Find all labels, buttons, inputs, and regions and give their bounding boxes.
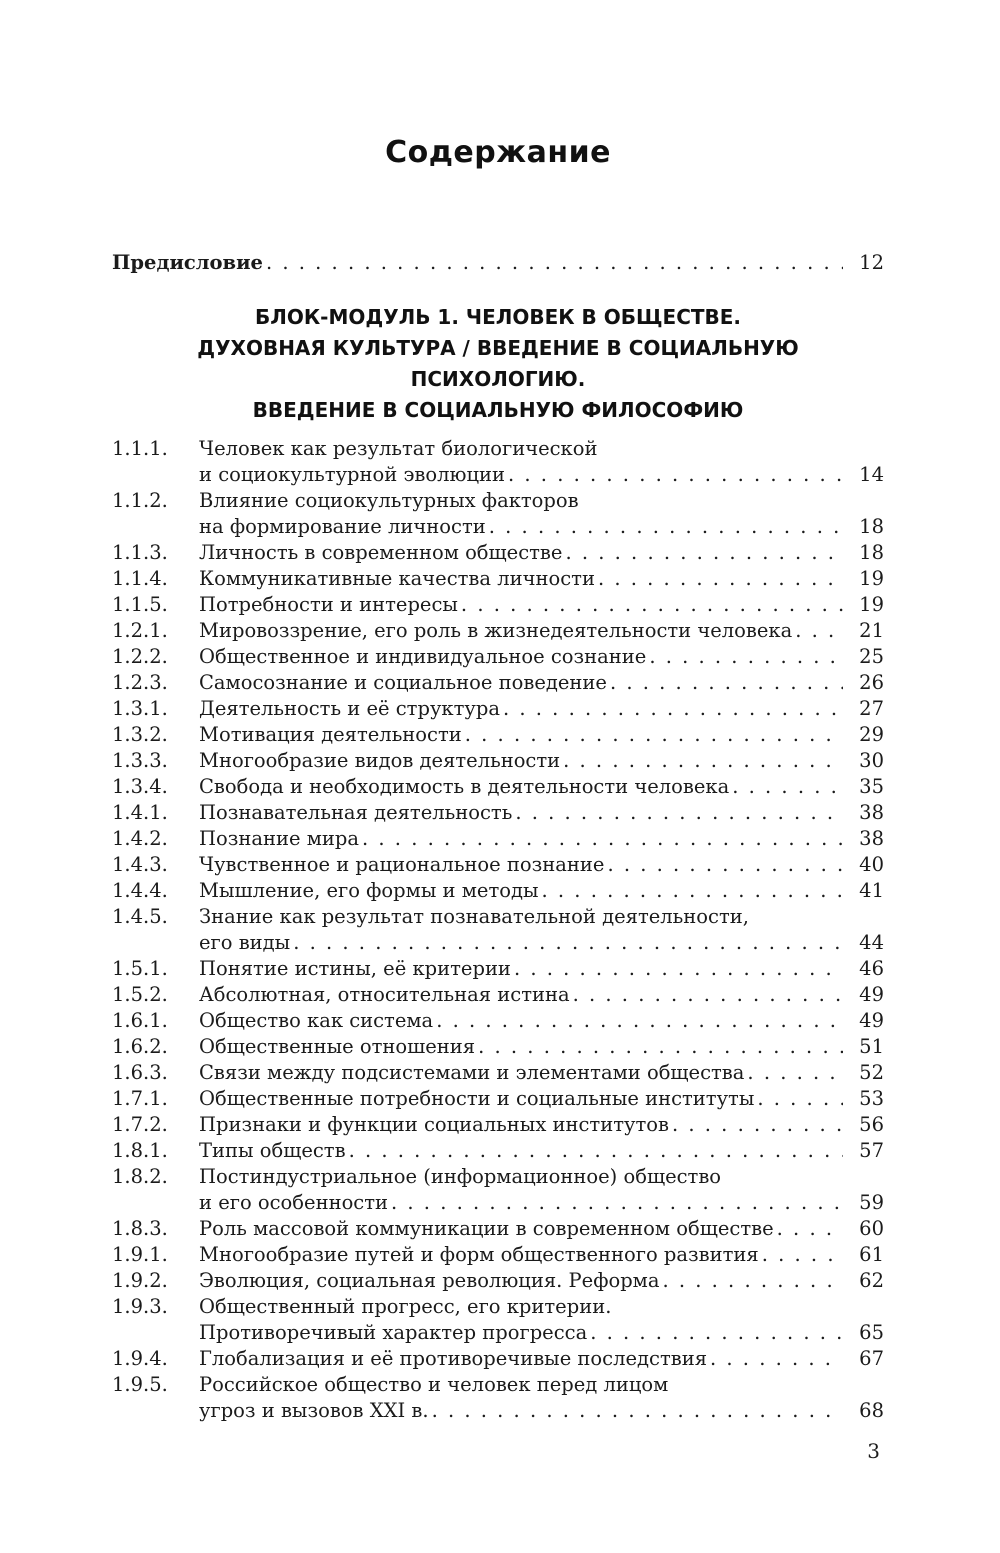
- section-heading-line-1: БЛОК-МОДУЛЬ 1. ЧЕЛОВЕК В ОБЩЕСТВЕ.: [254, 305, 742, 329]
- toc-entry-number: 1.9.4.: [112, 1347, 168, 1370]
- toc-entry-page-number: 68: [859, 1399, 884, 1422]
- toc-entry-number: 1.6.1.: [112, 1009, 168, 1032]
- toc-entry-line: [199, 1112, 884, 1138]
- toc-entry: [112, 644, 884, 670]
- toc-entry: [112, 800, 884, 826]
- toc-entry-page-number: 51: [859, 1035, 884, 1058]
- toc-entry: [112, 1086, 884, 1112]
- toc-entry-page-number: 35: [859, 775, 884, 798]
- toc-entry-line: [199, 1060, 884, 1086]
- toc-entry-page-number: 38: [859, 827, 884, 850]
- toc-entry-title: Многообразие видов деятельности: [199, 749, 561, 772]
- section-heading-line-2: ДУХОВНАЯ КУЛЬТУРА / ВВЕДЕНИЕ В СОЦИАЛЬНУЮ ПСИХОЛОГИЮ.: [197, 336, 799, 391]
- toc-entry-line: [199, 1346, 884, 1372]
- toc-entry-line: [199, 748, 884, 774]
- toc-entry-title: Познавательная деятельность: [199, 801, 513, 824]
- toc-entry-page-number: 62: [859, 1269, 884, 1292]
- dot-leader: [598, 566, 843, 592]
- toc-entry-body: [199, 1346, 884, 1372]
- dot-leader: [266, 250, 843, 276]
- toc-entry-number: 1.1.5.: [112, 593, 168, 616]
- toc-entry-body: [199, 1242, 884, 1268]
- toc-entry-body: [199, 696, 884, 722]
- toc-entry-body: [199, 826, 884, 852]
- toc-entry-body: [199, 1086, 884, 1112]
- dot-leader: [563, 748, 843, 774]
- toc-entry-body: [199, 566, 884, 592]
- toc-entry-line: [199, 1164, 884, 1190]
- toc-entry-number: 1.6.2.: [112, 1035, 168, 1058]
- toc-entry-line: [199, 774, 884, 800]
- toc-entry-title: Связи между подсистемами и элементами общества: [199, 1061, 745, 1084]
- toc-entry-number: 1.9.2.: [112, 1269, 168, 1292]
- toc-entry-title: Общественное и индивидуальное сознание: [199, 645, 647, 668]
- toc-entry-line: [199, 1294, 884, 1320]
- toc-entry-body: [199, 1034, 884, 1060]
- toc-entry-number: 1.3.3.: [112, 749, 168, 772]
- toc-entry-number: 1.1.1.: [112, 437, 168, 460]
- toc-entry: [112, 774, 884, 800]
- toc-entry-title: Понятие истины, её критерии: [199, 957, 511, 980]
- toc-entry-page-number: 46: [859, 957, 884, 980]
- toc-entry: [112, 1060, 884, 1086]
- toc-entry-body: [199, 1138, 884, 1164]
- toc-entry-title: Российское общество и человек перед лицом: [199, 1373, 669, 1396]
- toc-entry: [112, 904, 884, 956]
- toc-entry-title: Признаки и функции социальных институтов: [199, 1113, 669, 1136]
- toc-entry: [112, 852, 884, 878]
- toc-entry-page-number: 18: [859, 515, 884, 538]
- toc-entry-line: [199, 852, 884, 878]
- toc-entry-title: Свобода и необходимость в деятельности человека: [199, 775, 730, 798]
- toc-entry-number: 1.9.5.: [112, 1373, 168, 1396]
- dot-leader: [436, 1008, 843, 1034]
- preface-label: Предисловие: [112, 251, 263, 274]
- toc-entry-page-number: 14: [859, 463, 884, 486]
- toc-entry: [112, 722, 884, 748]
- section-heading-line-3: ВВЕДЕНИЕ В СОЦИАЛЬНУЮ ФИЛОСОФИЮ: [252, 398, 744, 422]
- page-title: Содержание: [385, 135, 611, 170]
- toc-entry-title: Типы обществ: [199, 1139, 346, 1162]
- toc-entry-body: [199, 904, 884, 956]
- toc-entry-body: [199, 1112, 884, 1138]
- toc-entry-line: [199, 904, 884, 930]
- toc-entry-line: [199, 722, 884, 748]
- toc-entry-title: Знание как результат познавательной деятельности,: [199, 905, 749, 928]
- toc-entry-body: [199, 878, 884, 904]
- dot-leader: [432, 1398, 843, 1424]
- toc-entry-page-number: 19: [859, 593, 884, 616]
- dot-leader: [607, 852, 843, 878]
- toc-entry-title: Мировоззрение, его роль в жизнедеятельности человека: [199, 619, 793, 642]
- toc-entry-body: [199, 1372, 884, 1424]
- toc-entry-body: [199, 800, 884, 826]
- toc-entry-body: [199, 1294, 884, 1346]
- page-number: 3: [867, 1439, 880, 1463]
- toc-entry-page-number: 30: [859, 749, 884, 772]
- toc-entry-body: [199, 956, 884, 982]
- toc-entry-page-number: 59: [859, 1191, 884, 1214]
- toc-entry-title: Абсолютная, относительная истина: [199, 983, 570, 1006]
- toc-entry-page-number: 52: [859, 1061, 884, 1084]
- toc-entry-title: Коммуникативные качества личности: [199, 567, 595, 590]
- toc-entry: [112, 1372, 884, 1424]
- toc-entry: [112, 982, 884, 1008]
- dot-leader: [349, 1138, 843, 1164]
- toc-entry-title: Мотивация деятельности: [199, 723, 462, 746]
- toc-entry-number: 1.8.3.: [112, 1217, 168, 1240]
- toc-entry-title: Самосознание и социальное поведение: [199, 671, 607, 694]
- dot-leader: [573, 982, 843, 1008]
- toc-entry-body: [199, 644, 884, 670]
- toc-entry-page-number: 29: [859, 723, 884, 746]
- toc-entry-title: его виды: [199, 931, 291, 954]
- toc-entry-title: Человек как результат биологической: [199, 437, 598, 460]
- toc-entry-line: [199, 982, 884, 1008]
- toc-entry-title: Чувственное и рациональное познание: [199, 853, 605, 876]
- toc-entry: [112, 592, 884, 618]
- toc-entry-page-number: 61: [859, 1243, 884, 1266]
- toc-entry-page-number: 18: [859, 541, 884, 564]
- toc-entry-body: [199, 592, 884, 618]
- toc-list: [112, 436, 884, 1424]
- dot-leader: [757, 1086, 843, 1112]
- toc-entry: [112, 878, 884, 904]
- toc-entry-line: [199, 644, 884, 670]
- toc-entry-page-number: 41: [859, 879, 884, 902]
- dot-leader: [590, 1320, 843, 1346]
- toc-entry-title: Многообразие путей и форм общественного развития: [199, 1243, 759, 1266]
- dot-leader: [662, 1268, 843, 1294]
- toc-entry: [112, 566, 884, 592]
- toc-entry-body: [199, 982, 884, 1008]
- toc-entry: [112, 1346, 884, 1372]
- dot-leader: [489, 514, 843, 540]
- toc-entry-body: [199, 540, 884, 566]
- toc-entry-title: и социокультурной эволюции: [199, 463, 506, 486]
- toc-entry-page-number: 25: [859, 645, 884, 668]
- toc-entry-line: [199, 1008, 884, 1034]
- toc-entry-page-number: 19: [859, 567, 884, 590]
- toc-entry: [112, 826, 884, 852]
- toc-entry-body: [199, 1164, 884, 1216]
- toc-entry-number: 1.5.1.: [112, 957, 168, 980]
- toc-entry-page-number: 57: [859, 1139, 884, 1162]
- toc-entry-line: [199, 1242, 884, 1268]
- toc-entry: [112, 1164, 884, 1216]
- toc-entry-body: [199, 1268, 884, 1294]
- toc-entry-page-number: 38: [859, 801, 884, 824]
- dot-leader: [649, 644, 843, 670]
- toc-entry-page-number: 53: [859, 1087, 884, 1110]
- dot-leader: [762, 1242, 843, 1268]
- toc-entry-body: [199, 488, 884, 540]
- dot-leader: [391, 1190, 843, 1216]
- toc-entry-number: 1.9.3.: [112, 1295, 168, 1318]
- toc-entry-number: 1.6.3.: [112, 1061, 168, 1084]
- toc-entry-number: 1.4.3.: [112, 853, 168, 876]
- toc-entry-number: 1.7.2.: [112, 1113, 168, 1136]
- toc-entry-title: Общественные отношения: [199, 1035, 476, 1058]
- toc-entry-line: [199, 592, 884, 618]
- toc-entry-number: 1.3.1.: [112, 697, 168, 720]
- toc-entry-number: 1.9.1.: [112, 1243, 168, 1266]
- toc-entry-line: [199, 800, 884, 826]
- toc-entry-line: [199, 488, 884, 514]
- toc-entry-body: [199, 774, 884, 800]
- toc-entry-title: Влияние социокультурных факторов: [199, 489, 579, 512]
- preface-entry: [112, 250, 884, 276]
- toc-entry: [112, 696, 884, 722]
- toc-entry-line: [199, 826, 884, 852]
- toc-entry-number: 1.1.4.: [112, 567, 168, 590]
- toc-entry-number: 1.3.2.: [112, 723, 168, 746]
- toc-entry-body: [199, 722, 884, 748]
- toc-entry-title: Общественный прогресс, его критерии.: [199, 1295, 612, 1318]
- toc-entry-number: 1.2.1.: [112, 619, 168, 642]
- dot-leader: [515, 800, 843, 826]
- toc-entry-line: [199, 956, 884, 982]
- toc-entry-page-number: 67: [859, 1347, 884, 1370]
- toc-entry-number: 1.4.1.: [112, 801, 168, 824]
- dot-leader: [542, 878, 844, 904]
- toc-entry-number: 1.4.2.: [112, 827, 168, 850]
- toc-entry-line: [199, 618, 884, 644]
- toc-entry-page-number: 40: [859, 853, 884, 876]
- toc-entry-body: [199, 1216, 884, 1242]
- toc-entry-number: 1.7.1.: [112, 1087, 168, 1110]
- dot-leader: [478, 1034, 843, 1060]
- dot-leader: [777, 1216, 843, 1242]
- toc-entry-title: Деятельность и её структура: [199, 697, 500, 720]
- toc-entry-line: [199, 1320, 884, 1346]
- toc-entry-title: Общественные потребности и социальные институты: [199, 1087, 755, 1110]
- toc-entry-title: Эволюция, социальная революция. Реформа: [199, 1269, 660, 1292]
- toc-entry-number: 1.4.5.: [112, 905, 168, 928]
- toc-entry-title: Общество как система: [199, 1009, 434, 1032]
- toc-entry-title: Мышление, его формы и методы: [199, 879, 539, 902]
- toc-entry-title: Личность в современном обществе: [199, 541, 563, 564]
- toc-entry: [112, 670, 884, 696]
- toc-entry: [112, 1242, 884, 1268]
- toc-entry: [112, 618, 884, 644]
- toc-entry-title: Роль массовой коммуникации в современном обществе: [199, 1217, 774, 1240]
- toc-entry-page-number: 49: [859, 983, 884, 1006]
- toc-entry-title: и его особенности: [199, 1191, 389, 1214]
- toc-entry-title: Потребности и интересы: [199, 593, 458, 616]
- toc-entry-number: 1.8.1.: [112, 1139, 168, 1162]
- toc-entry-body: [199, 618, 884, 644]
- toc-entry-line: [199, 436, 884, 462]
- dot-leader: [710, 1346, 843, 1372]
- toc-entry-page-number: 27: [859, 697, 884, 720]
- dot-leader: [795, 618, 843, 644]
- toc-entry-line: [199, 930, 884, 956]
- toc-entry-page-number: 21: [859, 619, 884, 642]
- toc-entry-page-number: 26: [859, 671, 884, 694]
- toc-entry-title: Постиндустриальное (информационное) общество: [199, 1165, 722, 1188]
- toc-entry-body: [199, 670, 884, 696]
- toc-entry: [112, 1034, 884, 1060]
- toc-entry-line: [199, 462, 884, 488]
- dot-leader: [514, 956, 843, 982]
- dot-leader: [672, 1112, 843, 1138]
- toc-entry: [112, 540, 884, 566]
- toc-entry-line: [199, 1372, 884, 1398]
- dot-leader: [565, 540, 843, 566]
- dot-leader: [293, 930, 843, 956]
- dot-leader: [610, 670, 843, 696]
- toc-entry-line: [199, 514, 884, 540]
- dot-leader: [461, 592, 843, 618]
- toc-entry-line: [199, 1138, 884, 1164]
- dot-leader: [747, 1060, 843, 1086]
- toc-entry: [112, 1268, 884, 1294]
- toc-entry-number: 1.8.2.: [112, 1165, 168, 1188]
- toc-entry-body: [199, 748, 884, 774]
- toc-entry: [112, 1216, 884, 1242]
- toc-entry-line: [199, 540, 884, 566]
- toc-entry-body: [199, 852, 884, 878]
- toc-entry-page-number: 56: [859, 1113, 884, 1136]
- toc-entry-page-number: 44: [859, 931, 884, 954]
- toc-entry-line: [199, 1034, 884, 1060]
- toc-entry-page-number: 60: [859, 1217, 884, 1240]
- toc-entry-number: 1.2.3.: [112, 671, 168, 694]
- dot-leader: [362, 826, 843, 852]
- toc-entry-line: [199, 878, 884, 904]
- toc-entry: [112, 488, 884, 540]
- toc-entry-line: [199, 670, 884, 696]
- toc-entry: [112, 748, 884, 774]
- toc-entry-line: [199, 1268, 884, 1294]
- toc-entry-line: [199, 566, 884, 592]
- dot-leader: [503, 696, 843, 722]
- toc-entry-line: [199, 1398, 884, 1424]
- toc-entry-title: угроз и вызовов XXI в.: [199, 1399, 429, 1422]
- toc-entry-page-number: 49: [859, 1009, 884, 1032]
- toc-entry-body: [199, 1060, 884, 1086]
- toc-entry-number: 1.2.2.: [112, 645, 168, 668]
- toc-entry: [112, 1112, 884, 1138]
- toc-entry-title: Глобализация и её противоречивые последствия: [199, 1347, 708, 1370]
- dot-leader: [465, 722, 843, 748]
- toc-entry-title: Познание мира: [199, 827, 360, 850]
- toc-entry: [112, 436, 884, 488]
- toc-entry-line: [199, 1216, 884, 1242]
- toc-entry-body: [199, 436, 884, 488]
- toc-entry-line: [199, 1086, 884, 1112]
- toc-entry: [112, 1138, 884, 1164]
- toc-entry-page-number: 65: [859, 1321, 884, 1344]
- toc-entry: [112, 1008, 884, 1034]
- toc-entry-number: 1.1.2.: [112, 489, 168, 512]
- toc-entry-title: на формирование личности: [199, 515, 486, 538]
- preface-page-number: 12: [859, 251, 884, 274]
- dot-leader: [508, 462, 843, 488]
- toc-entry: [112, 1294, 884, 1346]
- section-heading: [112, 302, 884, 426]
- toc-entry-number: 1.1.3.: [112, 541, 168, 564]
- toc-entry-number: 1.3.4.: [112, 775, 168, 798]
- toc-entry-number: 1.5.2.: [112, 983, 168, 1006]
- toc-entry-line: [199, 696, 884, 722]
- dot-leader: [732, 774, 843, 800]
- toc-entry-title: Противоречивый характер прогресса: [199, 1321, 588, 1344]
- toc-entry-line: [199, 1190, 884, 1216]
- toc-entry-number: 1.4.4.: [112, 879, 168, 902]
- toc-entry: [112, 956, 884, 982]
- toc-entry-body: [199, 1008, 884, 1034]
